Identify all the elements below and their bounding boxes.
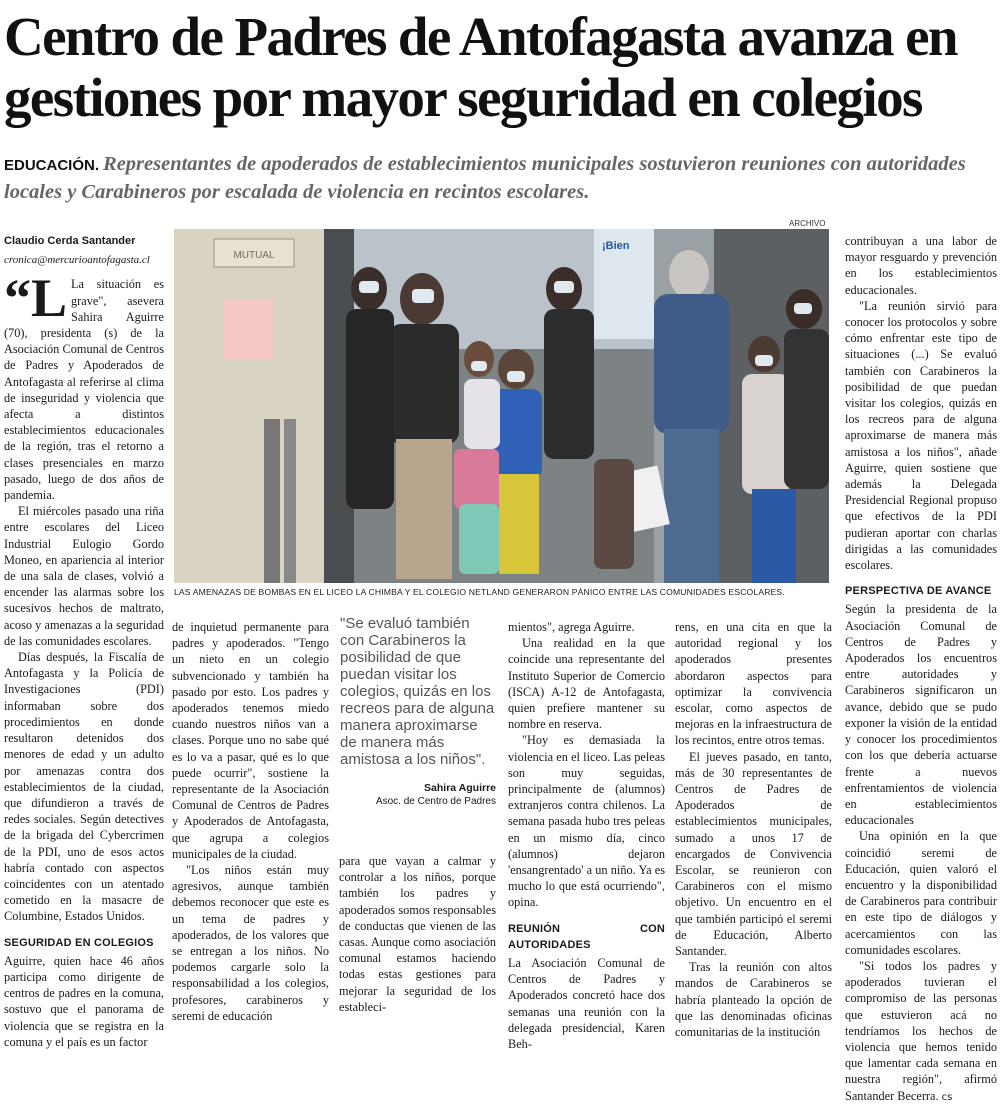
paragraph: "Hoy es demasiada la violencia en el liceo. Las peleas son muy seguidas, principalmente de (alumnos) extranjeros contra chilenos. La semana pasada hubo tres peleas en un mismo día, cinco (alumnos) dejaron 'ensangrentado' a un niño. Ya es mucho lo que está ocurriendo", opina. xyxy=(508,733,665,910)
paragraph: "Si todos los padres y apoderados tuvieran el compromiso de las personas que estuvieron acá no tendríamos los hechos de violencia que hemos tenido que lamentar cada semana en nuestra región", afirmó Santander Becerra. cs xyxy=(845,958,997,1103)
column-1 xyxy=(4,233,164,1049)
paragraph: El miércoles pasado una riña entre escolares del Liceo Industrial Eulogio Gordo Moneo, en apariencia al interior de una sala de clases, volvió a encender las alarmas sobre los sucesivos hechos de maltrato, acoso y amenazas a la seguridad de las comunidades escolares. xyxy=(4,504,164,648)
subhead: SEGURIDAD EN COLEGIOS xyxy=(4,936,154,949)
paragraph: Tras la reunión con altos mandos de Carabineros se habría planteado la opción de que las denominadas oficinas comunitarias de la institución xyxy=(675,960,832,1040)
photo-credit: ARCHIVO xyxy=(789,219,826,228)
column-4 xyxy=(508,619,665,1052)
paragraph: mientos", agrega Aguirre. xyxy=(508,620,635,634)
subhead: REUNIÓN CON AUTORIDADES xyxy=(508,922,665,951)
paragraph: contribuyan a una labor de mayor resguardo y prevención en los establecimientos educacionales. xyxy=(845,234,997,297)
paragraph: Una realidad en la que coincide una representante del Instituto Superior de Comercio (ISCA) A-12 de Antofagasta, quien prefiere mantener su nombre en reserva. xyxy=(508,636,665,732)
pull-quote-text: "Se evaluó también con Carabineros la posibilidad de que puedan visitar los colegios, quizás en los recreos para de alguna manera aproximarse de manera más amistosa a los niños". xyxy=(340,615,495,768)
photo-illustration xyxy=(174,229,829,583)
headline: Centro de Padres de Antofagasta avanza en gestiones por mayor seguridad en colegios xyxy=(4,6,957,128)
drop-quote-mark: “L xyxy=(4,268,68,329)
paragraph: Aguirre, quien hace 46 años participa como dirigente de centros de padres en la comuna, sostuvo que el panorama de violencia que se registra en la comuna y el país es un factor xyxy=(4,953,164,1049)
photo-caption: LAS AMENAZAS DE BOMBAS EN EL LICEO LA CHIMBA Y EL COLEGIO NETLAND GENERARON PÁNICO ENTRE LAS COMUNIDADES ESCOLARES. xyxy=(174,587,785,597)
paragraph: rens, en una cita en que la autoridad regional y los apoderados presentes abordaron aspectos para optimizar la convivencia escolar, como aspectos de mejoras en la infraestructura de los recintos, entre otros temas. xyxy=(675,620,832,748)
paragraph: de inquietud permanente para padres y apoderados. "Tengo un nieto en un colegio subvencionado y también ha pasado por esto. Los padres y apoderados tenemos miedo cuando nuestros niños van a clases. Porque uno no sabe qué es lo va a pasar, qué es lo que puede ocurrir", sostiene la representante de la Asociación Comunal de Centros de Padres y Apoderados de Antofagasta, que agrupa a colegios municipales de la ciudad. xyxy=(172,620,329,861)
deck-text: Representantes de apoderados de establecimientos municipales sostuvieron reuniones con autoridades locales y Carabineros por escalada de violencia en recintos escolares. xyxy=(4,153,966,203)
pull-quote xyxy=(340,615,496,807)
pull-quote-name: Sahira Aguirre xyxy=(424,782,496,794)
section-kicker: EDUCACIÓN. xyxy=(4,157,100,174)
column-2 xyxy=(172,619,329,1023)
subhead: PERSPECTIVA DE AVANCE xyxy=(845,585,992,598)
news-photo xyxy=(174,229,829,583)
column-6 xyxy=(845,233,997,1103)
paragraph: "Los niños están muy agresivos, aunque también debemos reconocer que este es un tema de padres y apoderados, de los valores que se entregan a los niños. No podemos cargarle solo la responsabilidad a los colegios, profesores, carabineros y seremi de educación xyxy=(172,863,329,1023)
sign-text: MUTUAL xyxy=(233,250,275,261)
paragraph: Días después, la Fiscalía de Antofagasta y la Policía de Investigaciones (PDI) informaban sobre dos procedimientos en donde resultaron detenidos dos menores de edad y un adulto por amenazas contra dos establecimientos de la ciudad, que difundieron a través de redes sociales. Según detectives de la brigada del Cybercrimen de la PDI, uno de esos actos habría contado con aspectos coincidentes con un atentado cometido en la masacre de Columbine, Estados Unidos. xyxy=(4,650,164,924)
author-email: cronica@mercurioantofagasta.cl xyxy=(4,254,150,267)
lead-paragraph: “L La situación es grave", asevera Sahira Aguirre (70), presidenta (s) de la Asociación Comunal de Centros de Padres y Apoderados de Antofagasta al referirse al clima de inseguridad y violencia que afecta a distintos establecimientos educacionales de la región, tras el retorno a clases presenciales en marzo pasado, luego de dos años de pandemia. xyxy=(4,268,164,503)
deck xyxy=(4,151,998,206)
paragraph: Según la presidenta de la Asociación Comunal de Centros de Padres y Apoderados los encuentros entre autoridades y Carabineros significaron un avance, debido que se pudo exponer la visión de la entidad y conocer los procedimientos con los que debería actuarse frente a nuevos enfrentamientos de violencia en establecimientos educacionales xyxy=(845,602,997,828)
paragraph: El jueves pasado, en tanto, más de 30 representantes de Centros de Padres de Apoderados de establecimientos municipales, sumado a unos 17 de encargados de Convivencia Escolar, se reunieron con Carabineros con el mismo objetivo. Un encuentro en el que también participó el seremi de Educación, Alberto Santander. xyxy=(675,749,832,959)
byline: Claudio Cerda Santander xyxy=(4,235,136,247)
column-3 xyxy=(339,853,496,1014)
paragraph: Una opinión en la que coincidió seremi de Educación, quien valoró el encuentro y la disponibilidad de Carabineros para contribuir en este tipo de diálogos y acercamientos con las comunidades escolares. xyxy=(845,829,997,957)
paragraph: La Asociación Comunal de Centros de Padres y Apoderados concretó hace dos semanas una reunión con la delegada presidencial, Karen Beh- xyxy=(508,956,665,1052)
paragraph: "La reunión sirvió para conocer los protocolos y sobre cómo enfrentar este tipo de situaciones (...) Se evaluó también con Carabineros la posibilidad de que puedan visitar los colegios, quizás en los recreos para de alguna aproximarse de manera más amistosa a los niños", añade Aguirre, quien sostiene que además la Delegada Presidencial Regional propuso que efectivos de la PDI pudieran aportar con charlas dirigidas a las comunidades escolares. xyxy=(845,298,997,573)
column-5 xyxy=(675,619,832,1040)
end-mark: cs xyxy=(941,1091,953,1103)
pull-quote-role: Asoc. de Centro de Padres xyxy=(375,796,496,807)
paragraph: para que vayan a calmar y controlar a los niños, porque también los padres y apoderados somos responsables de conductas que vienen de las casas. Aunque como asociación comunal estamos haciendo todas estas gestiones para mejorar la seguridad de los estableci- xyxy=(339,854,496,1014)
poster-text: ¡Bien xyxy=(602,240,630,252)
